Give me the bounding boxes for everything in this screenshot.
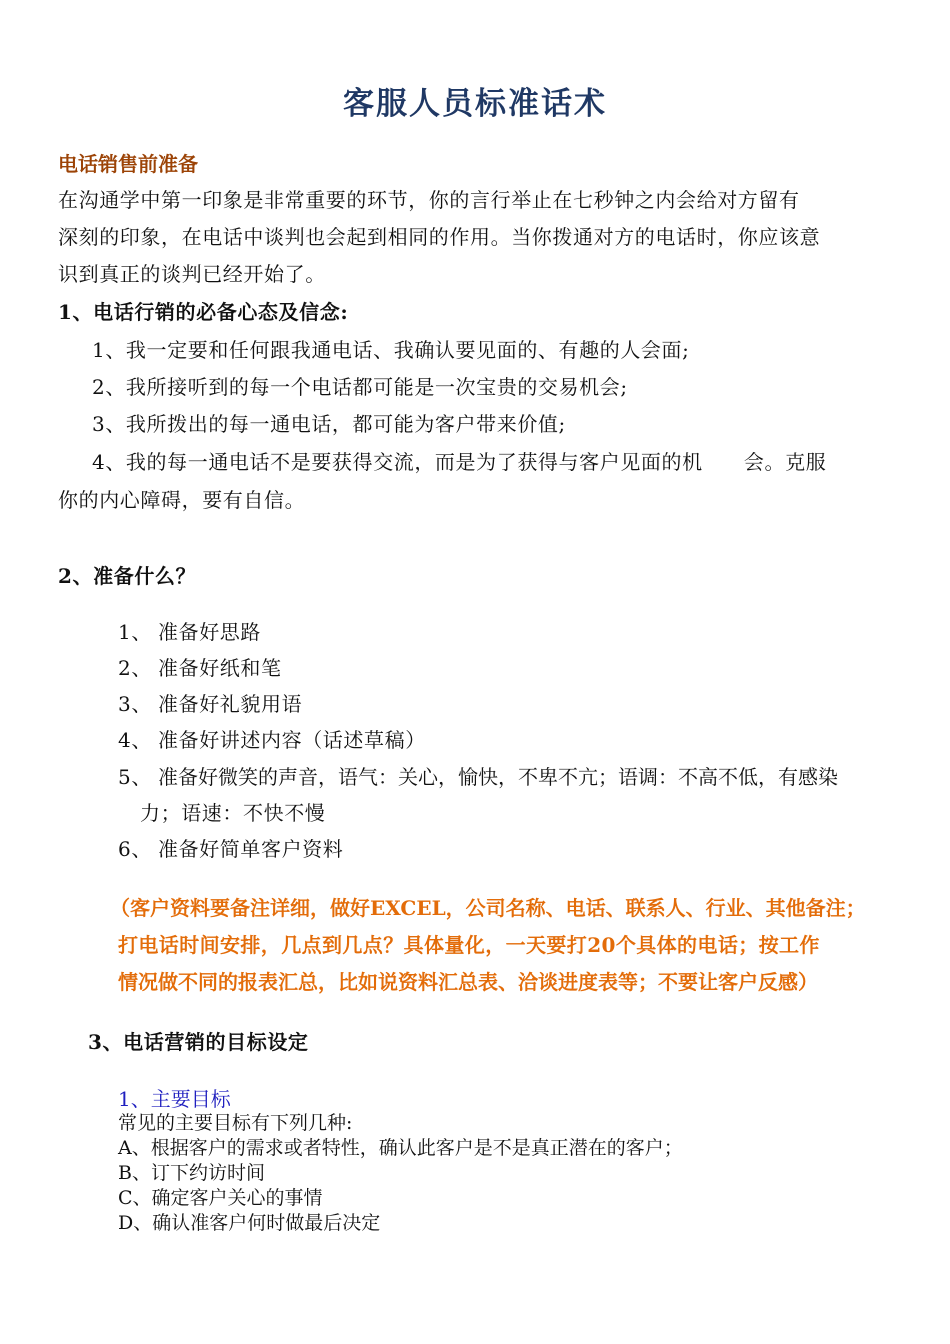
prepare-item: 准备好纸和笔 [158, 656, 282, 680]
goal-item: A、根据客户的需求或者特性，确认此客户是不是真正潜在的客户； [118, 1137, 683, 1159]
prepare-item: 准备好讲述内容（话述草稿） [158, 728, 426, 752]
prepare-item-number: 4、 [118, 728, 152, 752]
goal-item: D、确认准客户何时做最后决定 [118, 1212, 381, 1234]
prepare-item: 准备好思路 [158, 620, 261, 644]
prepare-item: 准备好礼貌用语 [158, 692, 303, 716]
mindset-item-continued: 你的内心障碍，要有自信。 [58, 488, 306, 512]
goal-item: B、订下约访时间 [118, 1162, 265, 1184]
page-title: 客服人员标准话术 [343, 86, 607, 122]
goals-sub-heading: 1、主要目标 [118, 1087, 231, 1111]
prepare-item-number: 1、 [118, 620, 152, 644]
prepare-item-number: 5、 [118, 765, 152, 789]
goals-heading: 3、电话营销的目标设定 [88, 1030, 309, 1054]
mindset-item: 4、我的每一通电话不是要获得交流，而是为了获得与客户见面的机 会。克服 [92, 450, 827, 474]
intro-line: 在沟通学中第一印象是非常重要的环节，你的言行举止在七秒钟之内会给对方留有 [58, 188, 800, 212]
mindset-heading: 1、电话行销的必备心态及信念: [58, 300, 349, 324]
intro-line: 深刻的印象，在电话中谈判也会起到相同的作用。当你拨通对方的电话时，你应该意 [58, 225, 821, 249]
mindset-item: 3、我所拨出的每一通电话，都可能为客户带来价值; [92, 412, 566, 436]
prepare-item-number: 3、 [118, 692, 152, 716]
customer-data-note: 情况做不同的报表汇总，比如说资料汇总表、洽谈进度表等；不要让客户反感） [118, 970, 818, 994]
goals-intro: 常见的主要目标有下列几种: [118, 1112, 353, 1134]
prepare-item-number: 2、 [118, 656, 152, 680]
customer-data-note: （客户资料要备注详细，做好EXCEL，公司名称、电话、联系人、行业、其他备注； [110, 896, 866, 920]
goal-item: C、确定客户关心的事情 [118, 1187, 323, 1209]
intro-line: 识到真正的谈判已经开始了。 [58, 262, 326, 286]
prepare-item-number: 6、 [118, 837, 152, 861]
prepare-item-continued: 力；语速：不快不慢 [140, 801, 326, 825]
prepare-heading: 2、准备什么？ [58, 564, 197, 588]
prepare-item: 准备好微笑的声音，语气：关心，愉快，不卑不亢；语调：不高不低，有感染 [158, 765, 838, 789]
customer-data-note: 打电话时间安排，几点到几点？具体量化，一天要打20个具体的电话；按工作 [118, 933, 820, 957]
mindset-item: 2、我所接听到的每一个电话都可能是一次宝贵的交易机会; [92, 375, 628, 399]
prepare-item: 准备好简单客户资料 [158, 837, 344, 861]
section-heading-presales: 电话销售前准备 [58, 152, 198, 176]
mindset-item: 1、我一定要和任何跟我通电话、我确认要见面的、有趣的人会面; [92, 338, 690, 362]
